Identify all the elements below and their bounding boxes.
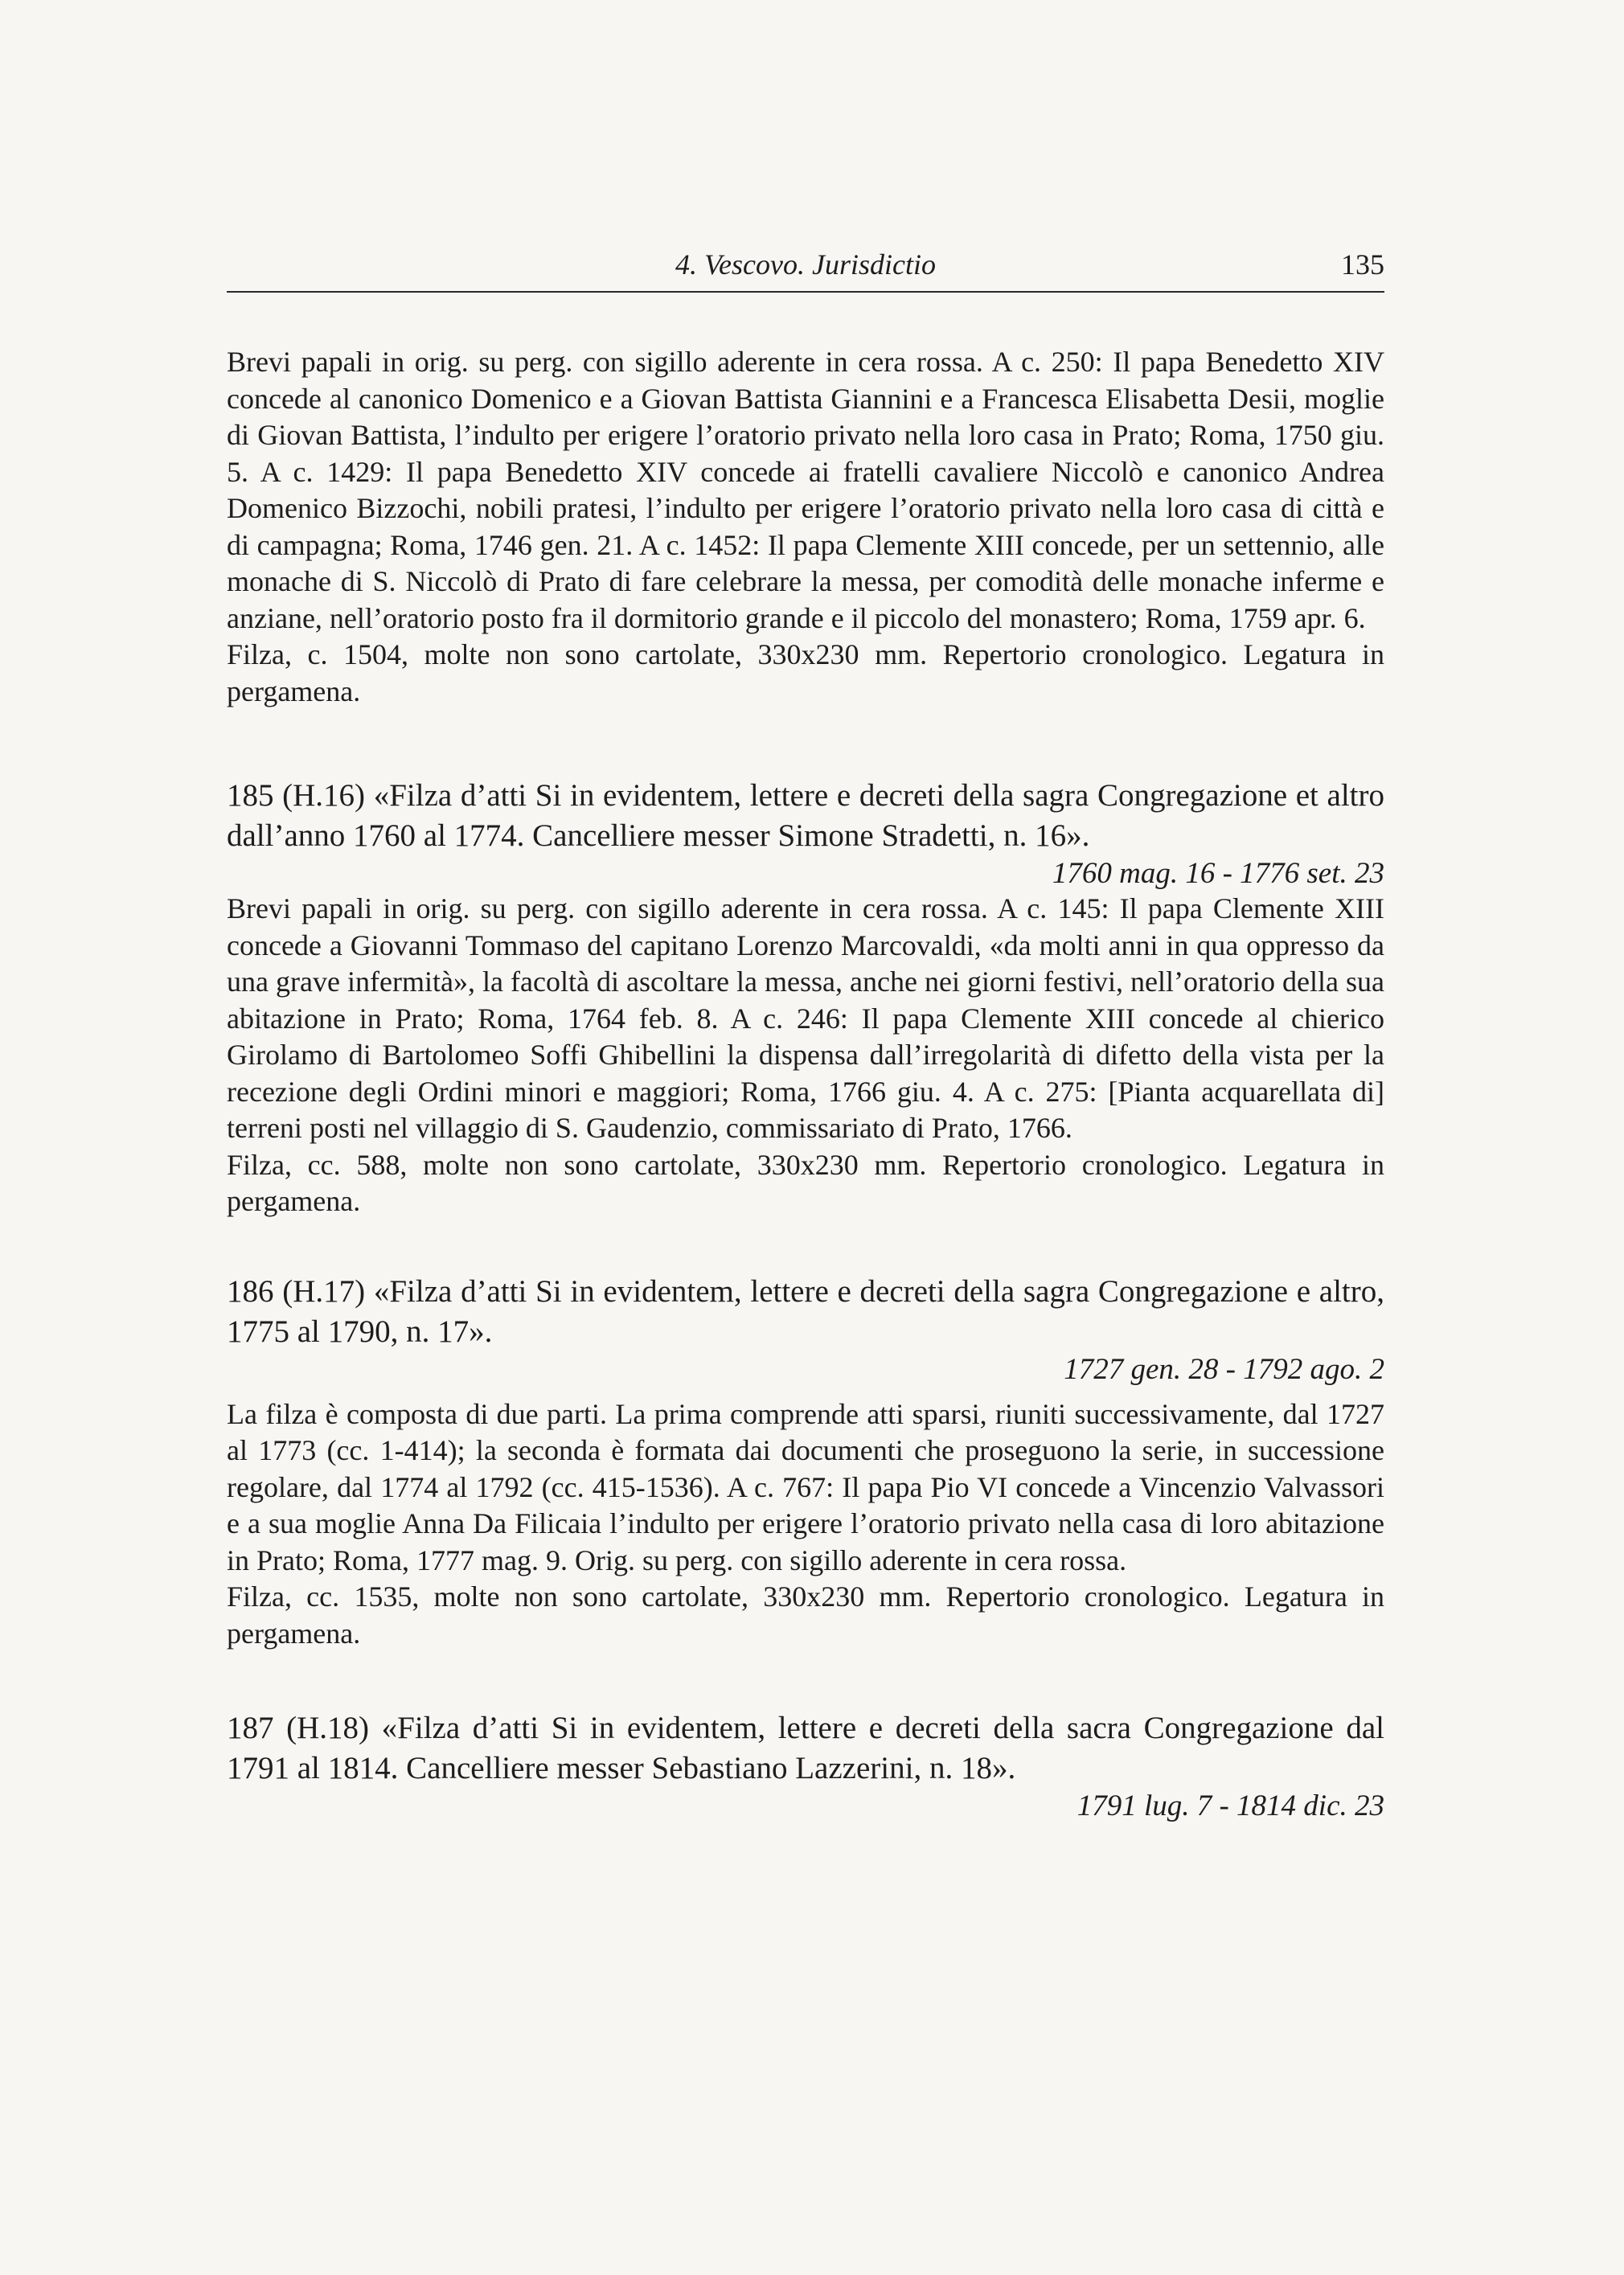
entry-heading: 186 (H.17) «Filza d’atti Si in evidentem, lettere e decreti della sagra Congregazione e altro, 1775 al 1790, n. 17». [227,1273,1384,1349]
running-header [227,241,1384,293]
page [227,241,1384,293]
running-title: 4. Vescovo. Jurisdictio [675,248,936,281]
entry-185 [227,776,1384,1220]
entry-physical: Filza, cc. 1535, molte non sono cartolate, 330x230 mm. Repertorio cronologico. Legatura in pergamena. [227,1580,1384,1650]
entry-186 [227,1272,1384,1653]
entry-heading: 185 (H.16) «Filza d’atti Si in evidentem, lettere e decreti della sagra Congregazione et altro dall’anno 1760 al 1774. Cancelliere messer Simone Stradetti, n. 16». [227,778,1384,853]
text-body [227,344,1384,1823]
entry-physical: Filza, cc. 588, molte non sono cartolate, 330x230 mm. Repertorio cronologico. Legatura in pergamena. [227,1148,1384,1217]
intro-description: Brevi papali in orig. su perg. con sigillo aderente in cera rossa. A c. 250: Il papa Benedetto XIV concede al canonico Domenico e a Giovan Battista Giannini e a Francesca Elisabetta Desii, moglie di Giovan Battista, l’indulto per erigere l’oratorio privato nella loro casa in Prato; Roma, 1750 giu. 5. A c. 1429: Il papa Benedetto XIV concede ai fratelli cavaliere Niccolò e canonico Andrea Domenico Bizzochi, nobili pratesi, l’indulto per erigere l’oratorio privato nella loro casa di città e di campagna; Roma, 1746 gen. 21. A c. 1452: Il papa Clemente XIII concede, per un settennio, alle monache di S. Niccolò di Prato di fare celebrare la messa, per comodità delle monache inferme e anziane, nell’oratorio posto fra il dormitorio grande e il piccolo del monastero; Roma, 1759 apr. 6. [227,346,1384,634]
entry-description: La filza è composta di due parti. La prima comprende atti sparsi, riuniti successivamente, dal 1727 al 1773 (cc. 1-414); la seconda è formata dai documenti che proseguono la serie, in successione regolare, dal 1774 al 1792 (cc. 415-1536). A c. 767: Il papa Pio VI concede a Vincenzio Valvassori e a sua moglie Anna Da Filicaia l’indulto per erigere l’oratorio privato nella casa di loro abitazione in Prato; Roma, 1777 mag. 9. Orig. su perg. con sigillo aderente in cera rossa. [227,1397,1384,1576]
entry-dates: 1760 mag. 16 - 1776 set. 23 [1052,857,1384,890]
page-number: 135 [1341,248,1384,281]
entry-heading: 187 (H.18) «Filza d’atti Si in evidentem, lettere e decreti della sacra Congregazione dal 1791 al 1814. Cancelliere messer Sebastiano Lazzerini, n. 18». [227,1711,1384,1785]
entry-description: Brevi papali in orig. su perg. con sigillo aderente in cera rossa. A c. 145: Il papa Clemente XIII concede a Giovanni Tommaso del capitano Lorenzo Marcovaldi, «da molti anni in qua oppresso da una grave infermità», la facoltà di ascoltare la messa, anche nei giorni festivi, nell’oratorio della sua abitazione in Prato; Roma, 1764 feb. 8. A c. 246: Il papa Clemente XIII concede al chierico Girolamo di Bartolomeo Soffi Ghibellini la dispensa dall’irregolarità di difetto della vista per la recezione degli Ordini minori e maggiori; Roma, 1766 giu. 4. A c. 275: [Pianta acquarellata di] terreni posti nel villaggio di S. Gaudenzio, commissariato di Prato, 1766. [227,892,1384,1144]
intro-physical: Filza, c. 1504, molte non sono cartolate, 330x230 mm. Repertorio cronologico. Legatura in pergamena. [227,638,1384,707]
entry-dates: 1791 lug. 7 - 1814 dic. 23 [1077,1789,1384,1822]
entry-dates: 1727 gen. 28 - 1792 ago. 2 [1064,1352,1384,1386]
entry-187 [227,1708,1384,1823]
